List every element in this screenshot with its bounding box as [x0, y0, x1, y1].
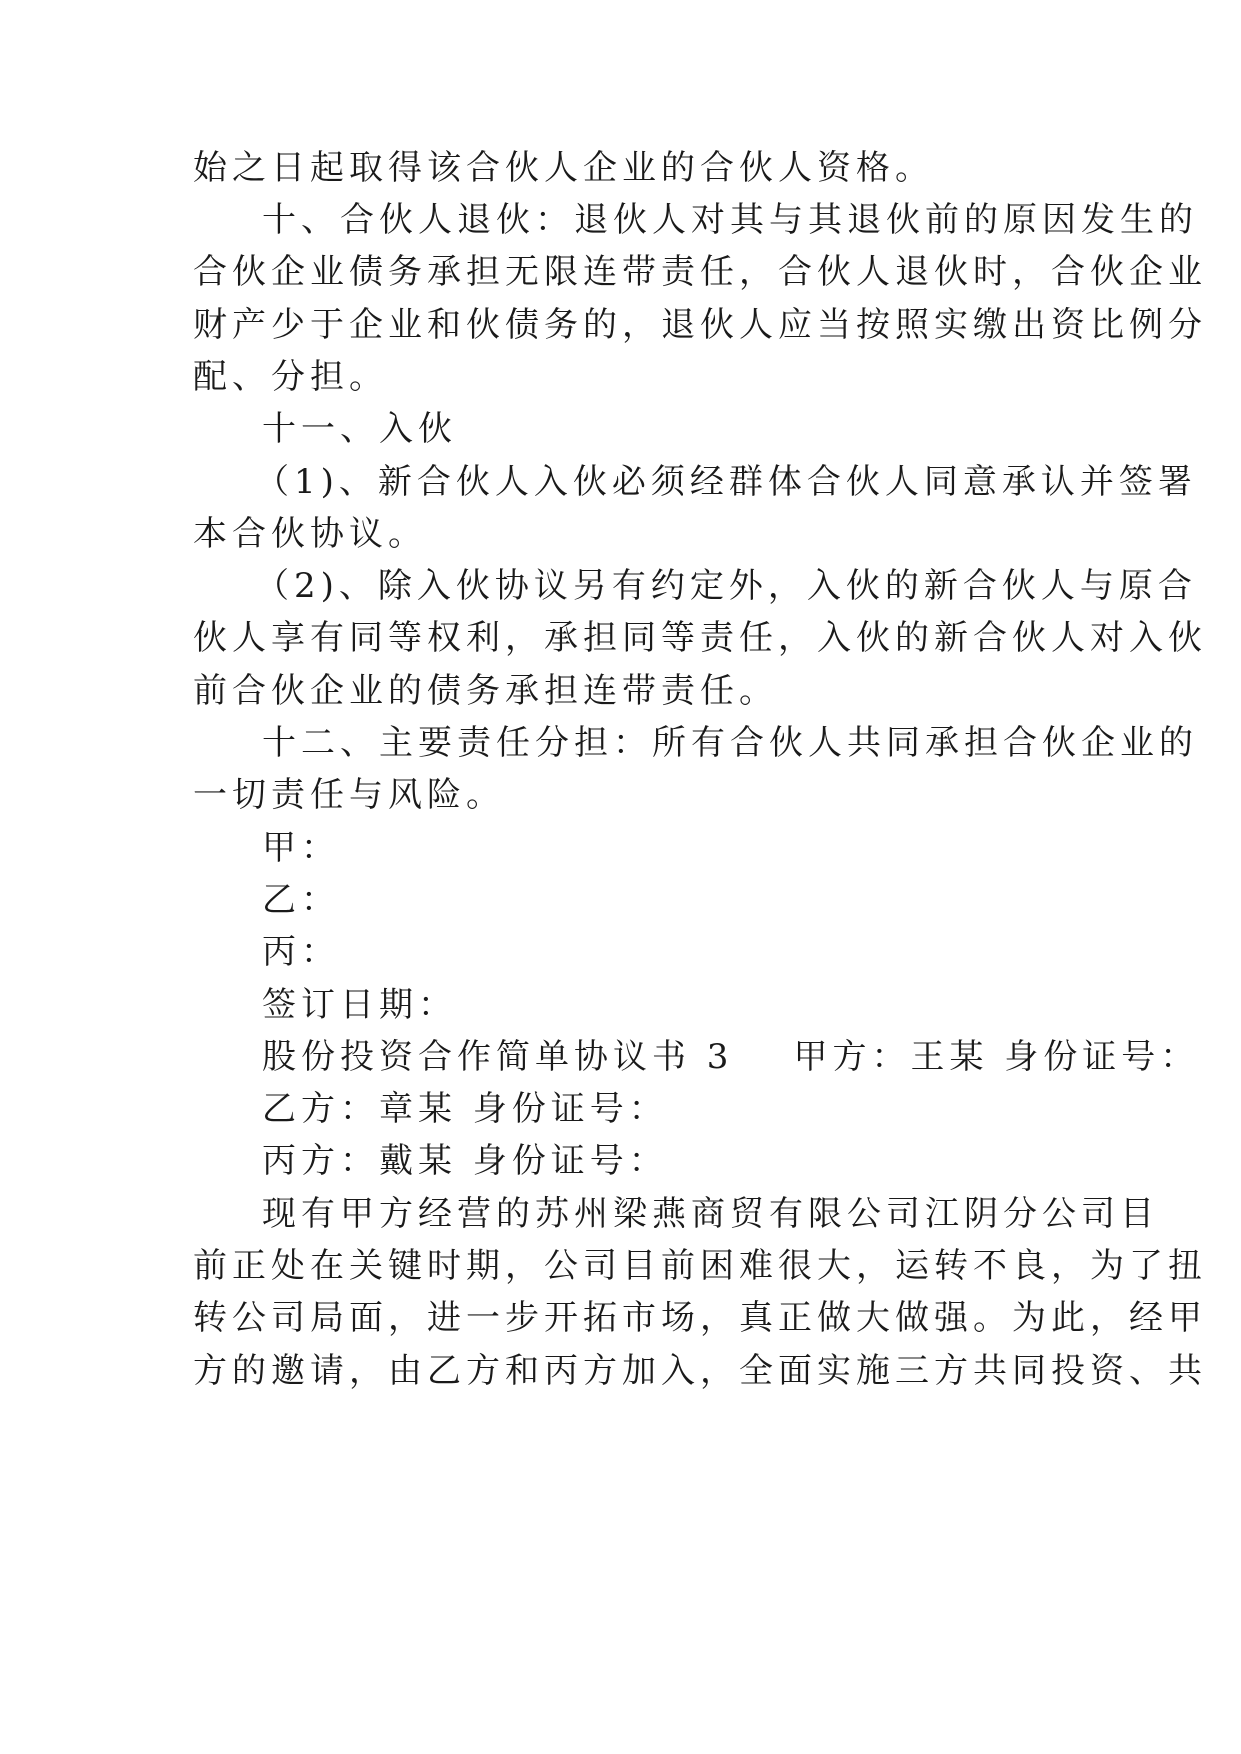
signature-label-a: 甲：	[262, 828, 340, 868]
signature-label-b: 乙：	[262, 880, 340, 920]
text-line: 始之日起取得该合伙人企业的合伙人资格。	[193, 148, 934, 188]
party-a-info: 甲方：王某 身份证号：	[793, 1037, 1200, 1077]
party-b-info: 乙方：章某 身份证号：	[262, 1089, 668, 1129]
text-line: 十二、主要责任分担：所有合伙人共同承担合伙企业的	[262, 723, 1198, 763]
agreement-title: 股份投资合作简单协议书 3	[262, 1037, 734, 1077]
text-line: 财产少于企业和伙债务的，退伙人应当按照实缴出资比例分	[193, 305, 1207, 345]
signing-date-label: 签订日期：	[262, 985, 457, 1025]
text-line: 现有甲方经营的苏州梁燕商贸有限公司江阴分公司目	[262, 1194, 1159, 1234]
text-line: 配、分担。	[193, 357, 388, 397]
text-line: 本合伙协议。	[193, 514, 427, 554]
agreement-heading-line	[262, 1037, 1200, 1077]
text-line: （1)、新合伙人入伙必须经群体合伙人同意承认并签署	[255, 462, 1197, 502]
text-line: 十一、入伙	[262, 409, 457, 449]
text-line: 伙人享有同等权利，承担同等责任，入伙的新合伙人对入伙	[193, 618, 1207, 658]
text-line: 十、合伙人退伙：退伙人对其与其退伙前的原因发生的	[262, 200, 1198, 240]
text-line: 转公司局面，进一步开拓市场，真正做大做强。为此，经甲	[193, 1298, 1207, 1338]
text-line: 前正处在关键时期，公司目前困难很大，运转不良，为了扭	[193, 1246, 1207, 1286]
text-line: 前合伙企业的债务承担连带责任。	[193, 671, 778, 711]
text-line: 合伙企业债务承担无限连带责任，合伙人退伙时，合伙企业	[193, 252, 1207, 292]
text-line: 一切责任与风险。	[193, 775, 505, 815]
signature-label-c: 丙：	[262, 932, 340, 972]
party-c-info: 丙方：戴某 身份证号：	[262, 1141, 668, 1181]
text-line: （2)、除入伙协议另有约定外，入伙的新合伙人与原合	[255, 566, 1197, 606]
text-line: 方的邀请，由乙方和丙方加入，全面实施三方共同投资、共	[193, 1351, 1207, 1391]
